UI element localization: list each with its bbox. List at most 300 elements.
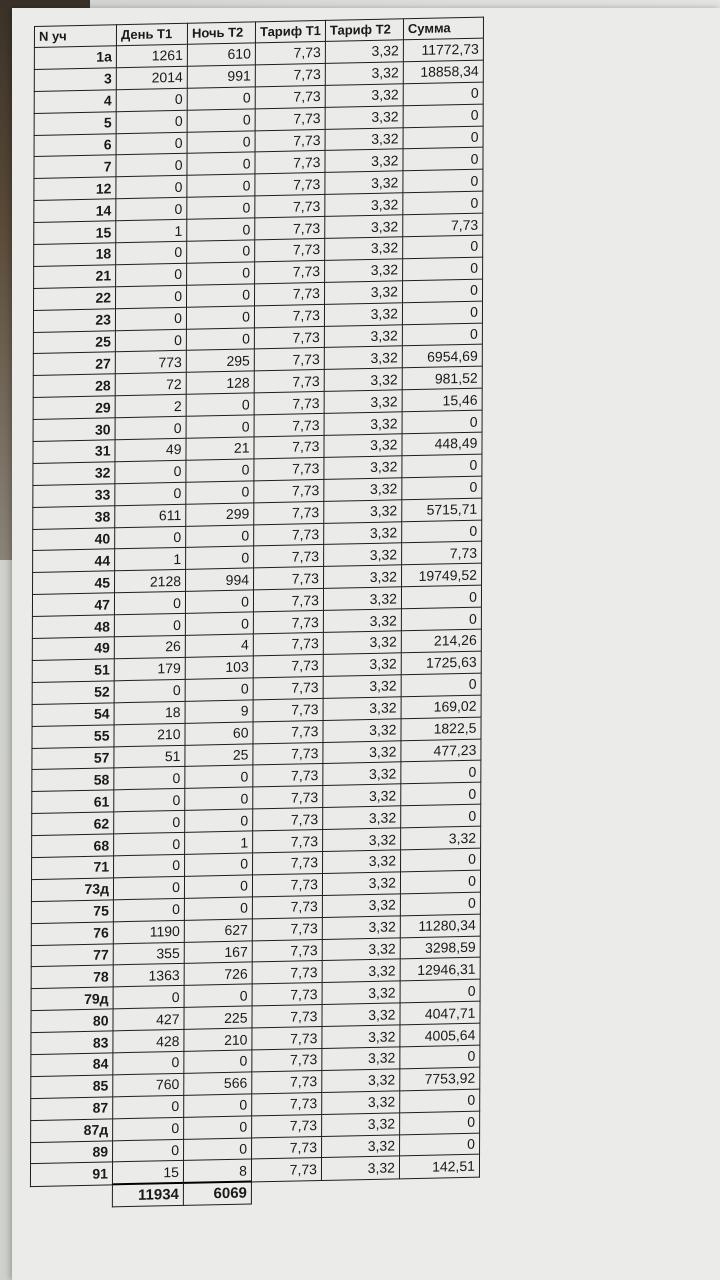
cell-plot-number: 54 [32, 703, 114, 727]
cell-tariff-t2: 3,32 [322, 1091, 400, 1115]
cell-sum: 448,49 [402, 432, 482, 456]
cell-tariff-t2: 3,32 [322, 937, 400, 961]
cell-tariff-t1: 7,73 [254, 304, 324, 327]
cell-tariff-t2: 3,32 [322, 894, 400, 918]
cell-day-t1: 1190 [113, 920, 184, 943]
cell-sum: 0 [402, 520, 482, 544]
cell-sum: 0 [403, 191, 483, 215]
header-tariff-t1: Тариф Т1 [255, 20, 325, 42]
cell-day-t1: 2014 [116, 66, 187, 89]
cell-night-t2: 0 [186, 415, 254, 438]
cell-day-t1: 0 [113, 898, 184, 921]
totals-spacer [321, 1179, 399, 1203]
cell-night-t2: 103 [185, 656, 253, 679]
cell-sum: 12946,31 [400, 958, 480, 982]
cell-tariff-t1: 7,73 [252, 1027, 322, 1050]
cell-night-t2: 0 [185, 787, 253, 810]
cell-plot-number: 84 [31, 1053, 113, 1077]
cell-plot-number: 49 [32, 637, 114, 661]
cell-tariff-t2: 3,32 [322, 872, 400, 896]
totals-spacer [251, 1180, 321, 1204]
cell-sum: 0 [403, 169, 483, 193]
cell-plot-number: 31 [33, 440, 115, 464]
cell-night-t2: 726 [184, 962, 252, 985]
cell-night-t2: 0 [184, 1137, 252, 1160]
cell-night-t2: 0 [185, 590, 253, 613]
cell-tariff-t1: 7,73 [252, 961, 322, 984]
cell-tariff-t1: 7,73 [252, 1114, 322, 1137]
cell-tariff-t1: 7,73 [255, 195, 325, 218]
cell-tariff-t2: 3,32 [325, 193, 403, 217]
cell-sum: 1725,63 [401, 651, 481, 675]
cell-sum: 0 [402, 476, 482, 500]
cell-tariff-t2: 3,32 [322, 1003, 400, 1027]
cell-tariff-t2: 3,32 [324, 412, 402, 436]
cell-plot-number: 87д [31, 1118, 113, 1142]
cell-sum: 0 [403, 126, 483, 150]
cell-day-t1: 0 [115, 526, 186, 549]
cell-tariff-t2: 3,32 [325, 105, 403, 129]
cell-day-t1: 0 [114, 811, 185, 834]
cell-sum: 981,52 [402, 366, 482, 390]
cell-sum: 0 [400, 892, 480, 916]
cell-night-t2: 994 [186, 568, 254, 591]
cell-sum: 4005,64 [400, 1023, 480, 1047]
cell-tariff-t1: 7,73 [254, 501, 324, 524]
cell-tariff-t2: 3,32 [324, 456, 402, 480]
cell-plot-number: 78 [31, 965, 113, 989]
cell-tariff-t1: 7,73 [255, 107, 325, 130]
cell-plot-number: 44 [33, 549, 115, 573]
cell-day-t1: 0 [114, 613, 185, 636]
cell-day-t1: 0 [113, 1117, 184, 1140]
cell-plot-number: 58 [32, 768, 114, 792]
cell-night-t2: 9 [185, 700, 253, 723]
cell-day-t1: 760 [113, 1073, 184, 1096]
cell-tariff-t2: 3,32 [323, 587, 401, 611]
cell-day-t1: 0 [115, 416, 186, 439]
cell-night-t2: 1 [185, 831, 253, 854]
cell-sum: 142,51 [399, 1155, 479, 1179]
cell-sum: 3298,59 [400, 936, 480, 960]
totals-spacer [30, 1185, 112, 1209]
cell-night-t2: 128 [186, 371, 254, 394]
cell-sum: 0 [401, 673, 481, 697]
cell-sum: 1822,5 [401, 717, 481, 741]
cell-tariff-t1: 7,73 [254, 457, 324, 480]
cell-tariff-t2: 3,32 [323, 697, 401, 721]
cell-tariff-t2: 3,32 [322, 1112, 400, 1136]
cell-day-t1: 15 [112, 1161, 183, 1185]
cell-night-t2: 0 [186, 393, 254, 416]
cell-tariff-t1: 7,73 [253, 742, 323, 765]
cell-tariff-t2: 3,32 [324, 434, 402, 458]
cell-tariff-t1: 7,73 [252, 873, 322, 896]
cell-tariff-t1: 7,73 [252, 917, 322, 940]
cell-plot-number: 29 [33, 396, 115, 420]
cell-sum: 0 [403, 148, 483, 172]
cell-sum: 19749,52 [401, 564, 481, 588]
cell-sum: 0 [399, 1133, 479, 1157]
cell-tariff-t1: 7,73 [252, 1048, 322, 1071]
cell-tariff-t1: 7,73 [254, 545, 324, 568]
cell-night-t2: 4 [185, 634, 253, 657]
cell-tariff-t1: 7,73 [255, 173, 325, 196]
cell-tariff-t1: 7,73 [255, 238, 325, 261]
cell-night-t2: 566 [184, 1072, 252, 1095]
cell-night-t2: 991 [187, 65, 255, 88]
cell-plot-number: 51 [32, 659, 114, 683]
cell-tariff-t1: 7,73 [254, 414, 324, 437]
cell-night-t2: 0 [187, 109, 255, 132]
cell-day-t1: 0 [114, 789, 185, 812]
cell-tariff-t1: 7,73 [252, 939, 322, 962]
cell-day-t1: 179 [114, 657, 185, 680]
cell-sum: 4047,71 [400, 1001, 480, 1025]
cell-night-t2: 60 [185, 722, 253, 745]
cell-tariff-t1: 7,73 [253, 654, 323, 677]
billing-table [30, 17, 484, 1210]
cell-day-t1: 0 [115, 329, 186, 352]
cell-plot-number: 32 [33, 462, 115, 486]
cell-tariff-t1: 7,73 [253, 786, 323, 809]
cell-night-t2: 0 [186, 459, 254, 482]
cell-sum: 0 [402, 279, 482, 303]
cell-day-t1: 18 [114, 701, 185, 724]
cell-night-t2: 0 [184, 1116, 252, 1139]
cell-tariff-t1: 7,73 [251, 1158, 321, 1182]
cell-night-t2: 299 [186, 503, 254, 526]
cell-tariff-t1: 7,73 [254, 370, 324, 393]
cell-tariff-t1: 7,73 [253, 698, 323, 721]
header-night-t2: Ночь Т2 [187, 22, 255, 44]
cell-tariff-t1: 7,73 [252, 1092, 322, 1115]
cell-day-t1: 0 [114, 832, 185, 855]
cell-plot-number: 28 [33, 374, 115, 398]
cell-tariff-t1: 7,73 [255, 282, 325, 305]
cell-plot-number: 3 [34, 68, 116, 92]
cell-plot-number: 89 [31, 1140, 113, 1164]
cell-tariff-t1: 7,73 [255, 129, 325, 152]
cell-night-t2: 610 [187, 43, 255, 66]
cell-plot-number: 15 [34, 221, 116, 245]
cell-sum: 0 [403, 104, 483, 128]
cell-tariff-t1: 7,73 [255, 260, 325, 283]
printed-table-area [30, 16, 534, 1277]
cell-day-t1: 0 [116, 285, 187, 308]
cell-day-t1: 0 [116, 198, 187, 221]
cell-tariff-t2: 3,32 [323, 828, 401, 852]
cell-night-t2: 0 [185, 765, 253, 788]
cell-day-t1: 0 [116, 154, 187, 177]
cell-plot-number: 21 [34, 265, 116, 289]
cell-plot-number: 85 [31, 1075, 113, 1099]
cell-tariff-t1: 7,73 [252, 983, 322, 1006]
cell-plot-number: 73д [31, 878, 113, 902]
cell-day-t1: 0 [115, 460, 186, 483]
cell-day-t1: 0 [116, 263, 187, 286]
cell-tariff-t2: 3,32 [325, 62, 403, 86]
cell-tariff-t2: 3,32 [324, 500, 402, 524]
cell-sum: 5715,71 [402, 498, 482, 522]
cell-plot-number: 61 [32, 790, 114, 814]
cell-tariff-t2: 3,32 [322, 1047, 400, 1071]
cell-day-t1: 355 [113, 942, 184, 965]
cell-sum: 214,26 [401, 629, 481, 653]
cell-day-t1: 0 [115, 307, 186, 330]
cell-night-t2: 295 [186, 349, 254, 372]
cell-plot-number: 1а [34, 46, 116, 70]
cell-night-t2: 0 [184, 1050, 252, 1073]
cell-tariff-t2: 3,32 [325, 215, 403, 239]
cell-plot-number: 6 [34, 133, 116, 157]
cell-tariff-t2: 3,32 [322, 959, 400, 983]
cell-day-t1: 0 [113, 1139, 184, 1162]
cell-tariff-t2: 3,32 [325, 127, 403, 151]
cell-sum: 0 [402, 323, 482, 347]
cell-day-t1: 0 [116, 88, 187, 111]
cell-day-t1: 0 [114, 767, 185, 790]
cell-day-t1: 0 [116, 176, 187, 199]
cell-tariff-t1: 7,73 [253, 808, 323, 831]
cell-tariff-t2: 3,32 [323, 631, 401, 655]
cell-tariff-t1: 7,73 [253, 589, 323, 612]
cell-tariff-t1: 7,73 [255, 41, 325, 64]
cell-tariff-t1: 7,73 [252, 1136, 322, 1159]
cell-sum: 0 [403, 257, 483, 281]
cell-sum: 169,02 [401, 695, 481, 719]
cell-plot-number: 45 [33, 571, 115, 595]
cell-night-t2: 0 [187, 130, 255, 153]
cell-night-t2: 0 [187, 240, 255, 263]
cell-tariff-t1: 7,73 [255, 63, 325, 86]
cell-night-t2: 210 [184, 1028, 252, 1051]
cell-plot-number: 22 [34, 287, 116, 311]
cell-sum: 0 [400, 1111, 480, 1135]
cell-day-t1: 26 [114, 635, 185, 658]
cell-sum: 0 [400, 1045, 480, 1069]
cell-tariff-t1: 7,73 [253, 830, 323, 853]
cell-tariff-t2: 3,32 [325, 84, 403, 108]
cell-night-t2: 167 [184, 940, 252, 963]
cell-plot-number: 75 [31, 900, 113, 924]
cell-plot-number: 33 [33, 484, 115, 508]
cell-tariff-t2: 3,32 [324, 543, 402, 567]
cell-day-t1: 1261 [116, 44, 187, 67]
cell-sum: 0 [402, 301, 482, 325]
cell-sum: 6954,69 [402, 345, 482, 369]
cell-tariff-t2: 3,32 [324, 302, 402, 326]
cell-night-t2: 225 [184, 1006, 252, 1029]
cell-night-t2: 0 [185, 678, 253, 701]
cell-plot-number: 14 [34, 199, 116, 223]
cell-night-t2: 21 [186, 437, 254, 460]
cell-day-t1: 0 [114, 592, 185, 615]
cell-tariff-t2: 3,32 [322, 915, 400, 939]
header-sum: Сумма [403, 17, 483, 40]
cell-plot-number: 48 [32, 615, 114, 639]
cell-tariff-t1: 7,73 [253, 632, 323, 655]
cell-plot-number: 30 [33, 418, 115, 442]
cell-tariff-t2: 3,32 [324, 346, 402, 370]
cell-plot-number: 80 [31, 1009, 113, 1033]
cell-tariff-t1: 7,73 [252, 895, 322, 918]
cell-night-t2: 0 [185, 809, 253, 832]
cell-tariff-t1: 7,73 [252, 1005, 322, 1028]
cell-tariff-t2: 3,32 [323, 740, 401, 764]
cell-plot-number: 57 [32, 746, 114, 770]
cell-day-t1: 0 [116, 241, 187, 264]
cell-night-t2: 0 [187, 174, 255, 197]
cell-tariff-t2: 3,32 [321, 1134, 399, 1158]
cell-sum: 7,73 [403, 213, 483, 237]
cell-sum: 15,46 [402, 388, 482, 412]
cell-night-t2: 0 [186, 306, 254, 329]
cell-plot-number: 12 [34, 177, 116, 201]
cell-tariff-t2: 3,32 [323, 675, 401, 699]
cell-plot-number: 27 [33, 352, 115, 376]
cell-night-t2: 0 [187, 87, 255, 110]
cell-sum: 0 [401, 761, 481, 785]
cell-night-t2: 0 [187, 262, 255, 285]
cell-night-t2: 8 [183, 1159, 251, 1183]
cell-tariff-t2: 3,32 [323, 565, 401, 589]
cell-night-t2: 0 [184, 984, 252, 1007]
cell-sum: 0 [401, 782, 481, 806]
cell-plot-number: 40 [33, 527, 115, 551]
cell-plot-number: 83 [31, 1031, 113, 1055]
cell-day-t1: 1 [116, 219, 187, 242]
cell-day-t1: 0 [114, 679, 185, 702]
cell-tariff-t1: 7,73 [254, 392, 324, 415]
header-day-t1: День Т1 [116, 23, 187, 45]
total-day: 11934 [112, 1183, 183, 1207]
cell-day-t1: 428 [113, 1029, 184, 1052]
cell-tariff-t2: 3,32 [324, 281, 402, 305]
cell-sum: 18858,34 [403, 60, 483, 84]
cell-sum: 0 [400, 1089, 480, 1113]
cell-tariff-t1: 7,73 [254, 523, 324, 546]
cell-night-t2: 0 [187, 284, 255, 307]
cell-plot-number: 52 [32, 681, 114, 705]
cell-sum: 7753,92 [400, 1067, 480, 1091]
cell-night-t2: 0 [184, 897, 252, 920]
cell-tariff-t1: 7,73 [252, 1070, 322, 1093]
cell-day-t1: 611 [115, 504, 186, 527]
cell-tariff-t1: 7,73 [255, 217, 325, 240]
cell-plot-number: 71 [32, 856, 114, 880]
cell-day-t1: 0 [114, 854, 185, 877]
cell-tariff-t2: 3,32 [324, 390, 402, 414]
paper-sheet [12, 8, 720, 1280]
cell-tariff-t2: 3,32 [325, 237, 403, 261]
cell-night-t2: 627 [184, 919, 252, 942]
cell-plot-number: 77 [31, 943, 113, 967]
cell-tariff-t2: 3,32 [323, 718, 401, 742]
cell-day-t1: 427 [113, 1008, 184, 1031]
cell-plot-number: 87 [31, 1097, 113, 1121]
cell-day-t1: 0 [116, 132, 187, 155]
cell-tariff-t2: 3,32 [322, 850, 400, 874]
total-night: 6069 [183, 1182, 251, 1206]
cell-sum: 7,73 [402, 542, 482, 566]
cell-sum: 0 [402, 410, 482, 434]
cell-tariff-t1: 7,73 [253, 720, 323, 743]
cell-tariff-t1: 7,73 [254, 567, 324, 590]
cell-tariff-t1: 7,73 [254, 479, 324, 502]
cell-day-t1: 1 [115, 548, 186, 571]
cell-tariff-t2: 3,32 [325, 40, 403, 64]
cell-plot-number: 4 [34, 90, 116, 114]
cell-day-t1: 51 [114, 745, 185, 768]
cell-tariff-t2: 3,32 [323, 762, 401, 786]
cell-day-t1: 0 [115, 482, 186, 505]
cell-day-t1: 72 [115, 373, 186, 396]
cell-day-t1: 0 [113, 986, 184, 1009]
cell-plot-number: 47 [32, 593, 114, 617]
cell-tariff-t2: 3,32 [322, 981, 400, 1005]
cell-plot-number: 76 [31, 921, 113, 945]
cell-night-t2: 0 [184, 875, 252, 898]
cell-plot-number: 18 [34, 243, 116, 267]
cell-night-t2: 0 [187, 218, 255, 241]
cell-tariff-t2: 3,32 [325, 149, 403, 173]
cell-night-t2: 0 [187, 152, 255, 175]
cell-sum: 0 [400, 979, 480, 1003]
cell-sum: 0 [401, 804, 481, 828]
cell-sum: 0 [402, 454, 482, 478]
cell-tariff-t1: 7,73 [253, 764, 323, 787]
cell-sum: 477,23 [401, 739, 481, 763]
cell-tariff-t2: 3,32 [323, 784, 401, 808]
cell-tariff-t2: 3,32 [322, 1025, 400, 1049]
cell-tariff-t2: 3,32 [324, 368, 402, 392]
cell-tariff-t2: 3,32 [323, 653, 401, 677]
cell-day-t1: 0 [113, 1095, 184, 1118]
cell-tariff-t2: 3,32 [325, 171, 403, 195]
cell-day-t1: 1363 [113, 964, 184, 987]
cell-night-t2: 0 [186, 546, 254, 569]
cell-day-t1: 0 [113, 876, 184, 899]
cell-tariff-t2: 3,32 [323, 806, 401, 830]
cell-day-t1: 2128 [115, 570, 186, 593]
cell-day-t1: 210 [114, 723, 185, 746]
cell-sum: 0 [400, 870, 480, 894]
cell-sum: 0 [401, 585, 481, 609]
cell-sum: 0 [400, 848, 480, 872]
cell-plot-number: 79д [31, 987, 113, 1011]
cell-sum: 0 [403, 82, 483, 106]
cell-plot-number: 62 [32, 812, 114, 836]
header-tariff-t2: Тариф Т2 [325, 19, 403, 42]
cell-day-t1: 0 [116, 110, 187, 133]
cell-tariff-t2: 3,32 [324, 478, 402, 502]
cell-tariff-t2: 3,32 [323, 609, 401, 633]
cell-tariff-t1: 7,73 [254, 326, 324, 349]
cell-sum: 11772,73 [403, 38, 483, 62]
cell-tariff-t2: 3,32 [322, 1069, 400, 1093]
cell-sum: 3,32 [401, 826, 481, 850]
cell-night-t2: 0 [184, 1094, 252, 1117]
cell-night-t2: 25 [185, 743, 253, 766]
cell-night-t2: 0 [185, 853, 253, 876]
cell-tariff-t1: 7,73 [255, 85, 325, 108]
cell-plot-number: 23 [33, 308, 115, 332]
header-plot-number: N уч [34, 25, 116, 48]
cell-plot-number: 7 [34, 155, 116, 179]
cell-plot-number: 55 [32, 724, 114, 748]
cell-night-t2: 0 [186, 524, 254, 547]
